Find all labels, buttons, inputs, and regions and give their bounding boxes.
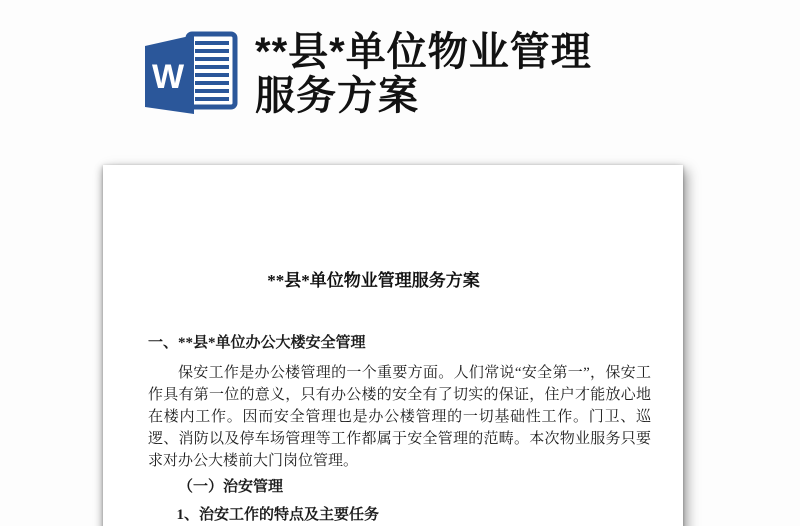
subitem-heading: 1、治安工作的特点及主要任务 — [176, 507, 380, 523]
file-title: **县*单位物业管理服务方案 — [255, 30, 592, 118]
document-content — [103, 165, 683, 526]
word-file-icon — [138, 30, 238, 125]
subsection-heading: （一）治安管理 — [178, 479, 284, 495]
section-heading-1: 一、**县*单位办公大楼安全管理 — [148, 335, 366, 351]
body-paragraph: 保安工作是办公楼管理的一个重要方面。人们常说“安全第一”，保安工作具有第一位的意义，只有办公楼的安全有了切实的保证，住户才能放心地在楼内工作。因而安全管理也是办公楼管理的一切基础性工作。门卫、巡逻、消防以及停车场管理等工作都属于安全管理的范畴。本次物业服务只要求对办公大楼前大门岗位管理。 — [148, 365, 651, 469]
svg-text:W: W — [151, 58, 185, 96]
document-page — [103, 165, 683, 526]
file-header — [138, 28, 623, 125]
document-title: **县*单位物业管理服务方案 — [267, 271, 480, 290]
